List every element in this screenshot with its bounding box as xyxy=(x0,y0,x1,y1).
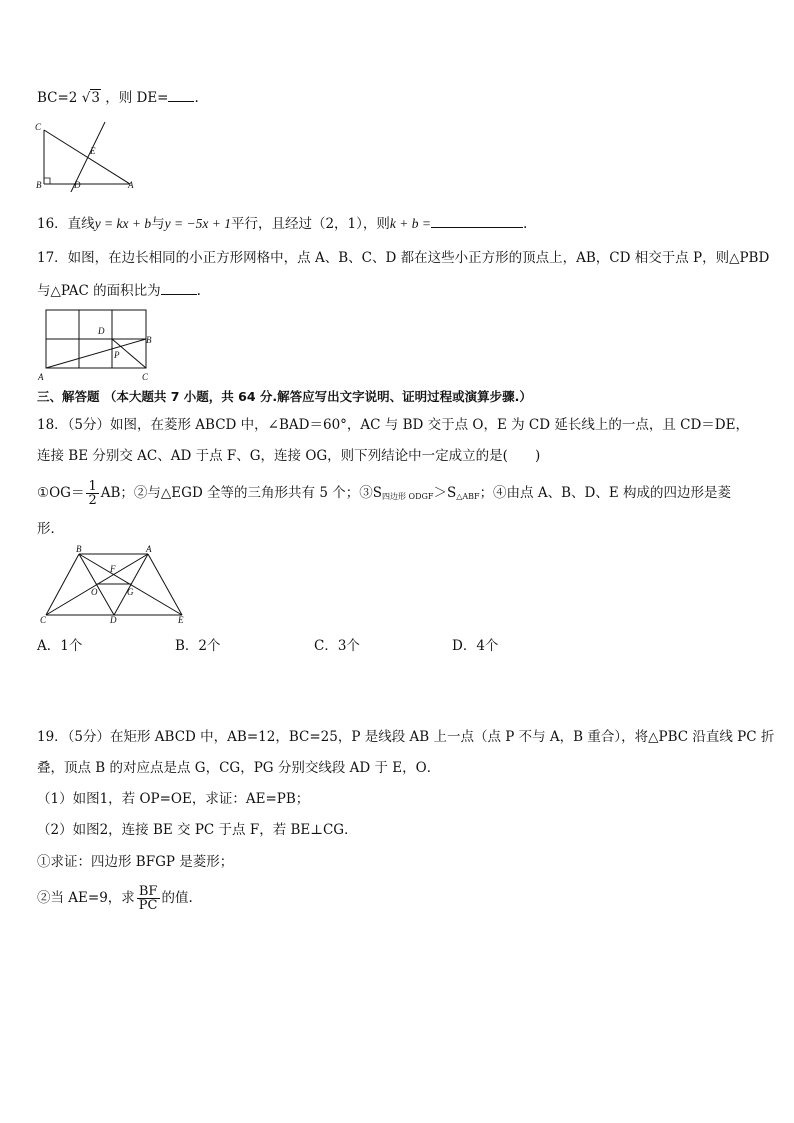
q17-text: 与△PAC 的面积比为 xyxy=(37,283,161,299)
label-c: C xyxy=(40,615,47,625)
answer-blank xyxy=(168,88,194,102)
q19-line-5: ①求证：四边形 BFGP 是菱形； xyxy=(37,854,234,870)
option-d[interactable]: D．4个 xyxy=(452,638,499,654)
q19-line-2: 叠，顶点 B 的对应点是点 G，CG，PG 分别交线段 AD 于 E，O． xyxy=(37,760,441,776)
q16-number: 16．直线 xyxy=(37,216,95,232)
q15-end: . xyxy=(194,90,199,106)
label-f: F xyxy=(110,564,116,574)
subscript-quadrilateral: 四边形 ODGF xyxy=(381,492,434,501)
q16-expression: k + b = xyxy=(389,216,431,231)
sqrt-symbol: √3 xyxy=(81,90,100,106)
q18-line-2: 连接 BE 分别交 AC、AD 于点 F、G，连接 OG，则下列结论中一定成立的是( ) xyxy=(37,448,541,464)
q16-equation-2: y = −5x + 1 xyxy=(164,216,231,231)
label-a: A xyxy=(128,180,134,190)
q18-text-3: ＞S xyxy=(433,485,457,501)
option-c[interactable]: C．3个 xyxy=(314,638,360,654)
q18-line-1: 18．（5分）如图，在菱形 ABCD 中，∠BAD＝60°，AC 与 BD 交于点 O，E 为 CD 延长线上的一点，且 CD＝DE， xyxy=(37,417,749,433)
label-c: C xyxy=(35,122,42,132)
segment-bc xyxy=(46,554,79,615)
q18-text-4: ；④由点 A、B、D、E 构成的四边形是菱 xyxy=(479,485,731,501)
label-a: A xyxy=(146,544,152,554)
q19-end: 的值. xyxy=(161,890,193,906)
q19-line-4: （2）如图2，连接 BE 交 PC 于点 F，若 BE⊥CG． xyxy=(37,822,358,838)
segment-ae xyxy=(148,554,182,615)
fraction-bf-pc xyxy=(137,885,160,912)
label-d: D xyxy=(74,180,81,190)
label-b: B xyxy=(76,544,82,554)
q18-text-2: AB；②与△EGD 全等的三角形共有 5 个；③S xyxy=(100,485,382,501)
segment-ab xyxy=(46,339,146,368)
label-d: D xyxy=(110,615,117,625)
label-b: B xyxy=(146,335,152,345)
q19-line-1: 19．（5分）在矩形 ABCD 中，AB=12，BC=25，P 是线段 AB 上一点（点 P 不与 A，B 重合），将△PBC 沿直线 PC 折 xyxy=(37,729,775,745)
segment-ca xyxy=(44,130,130,184)
figure-q15-triangle xyxy=(32,118,142,192)
q16-end: . xyxy=(523,216,528,232)
q18-line-3 xyxy=(37,476,731,514)
subscript-triangle: △ABF xyxy=(456,492,480,501)
label-e: E xyxy=(178,615,184,625)
sqrt-radicand: 3 xyxy=(91,90,100,106)
q18-line-4: 形． xyxy=(37,521,64,537)
q16-equation-1: y = kx + b xyxy=(94,216,152,231)
q18-text: ①OG＝ xyxy=(37,485,85,501)
q16-text: 与 xyxy=(151,216,165,232)
label-p: P xyxy=(114,350,120,360)
label-o: O xyxy=(91,587,98,597)
label-g: G xyxy=(127,587,134,597)
fraction-denominator: 2 xyxy=(88,493,97,508)
figure-q18-rhombus xyxy=(36,544,188,626)
option-b[interactable]: B．2个 xyxy=(175,638,221,654)
label-c: C xyxy=(142,372,149,382)
fraction-numerator: 1 xyxy=(88,479,97,494)
answer-blank xyxy=(431,214,523,228)
label-e: E xyxy=(90,146,96,156)
q17-line-2 xyxy=(37,281,201,300)
q17-line-1: 17．如图，在边长相同的小正方形网格中，点 A、B、C、D 都在这些小正方形的顶点上，AB，CD 相交于点 P，则△PBD xyxy=(37,250,770,266)
label-d: D xyxy=(98,326,105,336)
q19-text: ②当 AE=9，求 xyxy=(37,890,135,906)
q15-line xyxy=(37,88,199,107)
fraction-numerator: BF xyxy=(137,885,160,899)
section-note: （本大题共 7 小题，共 64 分.解答应写出文字说明、证明过程或演算步骤.） xyxy=(103,389,532,404)
section-title: 三、解答题 xyxy=(37,389,100,404)
q19-line-3: （1）如图1，若 OP=OE，求证：AE=PB； xyxy=(37,791,310,807)
figure-q17-grid xyxy=(34,306,160,382)
q15-text-2: ，则 DE= xyxy=(105,90,169,106)
fraction-one-half xyxy=(86,480,98,507)
q17-end: . xyxy=(196,283,201,299)
label-a: A xyxy=(38,372,44,382)
q19-line-6 xyxy=(37,880,193,916)
right-angle-mark xyxy=(44,178,50,184)
answer-blank xyxy=(161,281,197,295)
q16-text-2: 平行，且经过（2，1），则 xyxy=(230,216,390,232)
fraction-denominator: PC xyxy=(138,898,158,913)
section-header xyxy=(37,388,532,406)
q15-text: BC=2 xyxy=(37,90,78,106)
option-a[interactable]: A．1个 xyxy=(37,638,83,654)
q16-line xyxy=(37,214,527,233)
label-b: B xyxy=(36,180,42,190)
